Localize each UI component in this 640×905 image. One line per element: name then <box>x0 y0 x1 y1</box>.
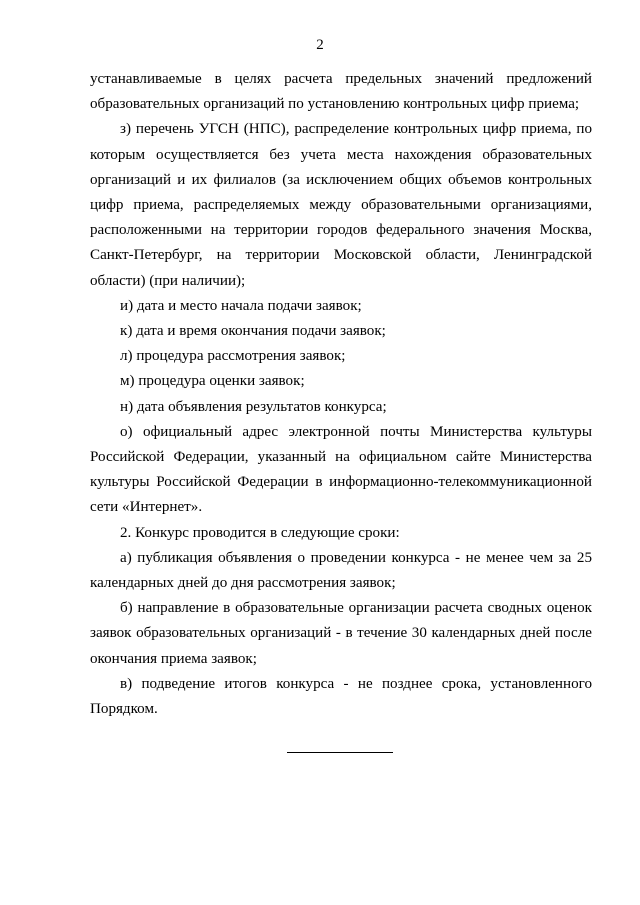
page-number: 2 <box>316 37 324 53</box>
paragraph-item-a: а) публикация объявления о проведении конкурса - не менее чем за 25 календарных дней до дня рассмотрения заявок; <box>90 549 592 592</box>
paragraph-item-b: б) направление в образовательные организации расчета сводных оценок заявок образовательных организаций - в течение 30 календарных дней после окончания приема заявок; <box>90 600 592 667</box>
paragraph-section-2: 2. Конкурс проводится в следующие сроки: <box>120 524 400 541</box>
paragraph-continuation: устанавливаемые в целях расчета предельных значений предложений образовательных организаций по установлению контрольных цифр приема; <box>90 71 592 113</box>
document-body <box>90 67 592 722</box>
paragraph-item-z: з) перечень УГСН (НПС), распределение контрольных цифр приема, по которым осуществляется без учета места нахождения образовательных организаций и их филиалов (за исключением общих объемов контрольных цифр приема, распределяемых между образовательными организациями, расположенными на территории городов федерального значения Москва, Санкт-Петербург, на территории Московской области, Ленинградской области) (при наличии); <box>90 121 592 289</box>
end-of-document-rule <box>287 752 393 753</box>
paragraph-item-o: о) официальный адрес электронной почты Министерства культуры Российской Федерации, указанный на официальном сайте Министерства культуры Российской Федерации в информационно-телекоммуникационной сети «Интернет». <box>90 423 592 516</box>
paragraph-item-k: к) дата и время окончания подачи заявок; <box>120 323 386 340</box>
paragraph-item-l: л) процедура рассмотрения заявок; <box>120 348 346 365</box>
paragraph-item-m: м) процедура оценки заявок; <box>120 373 305 390</box>
paragraph-item-i: и) дата и место начала подачи заявок; <box>120 297 362 314</box>
paragraph-item-v: в) подведение итогов конкурса - не позднее срока, установленного Порядком. <box>90 675 592 718</box>
paragraph-item-n: н) дата объявления результатов конкурса; <box>120 398 387 415</box>
